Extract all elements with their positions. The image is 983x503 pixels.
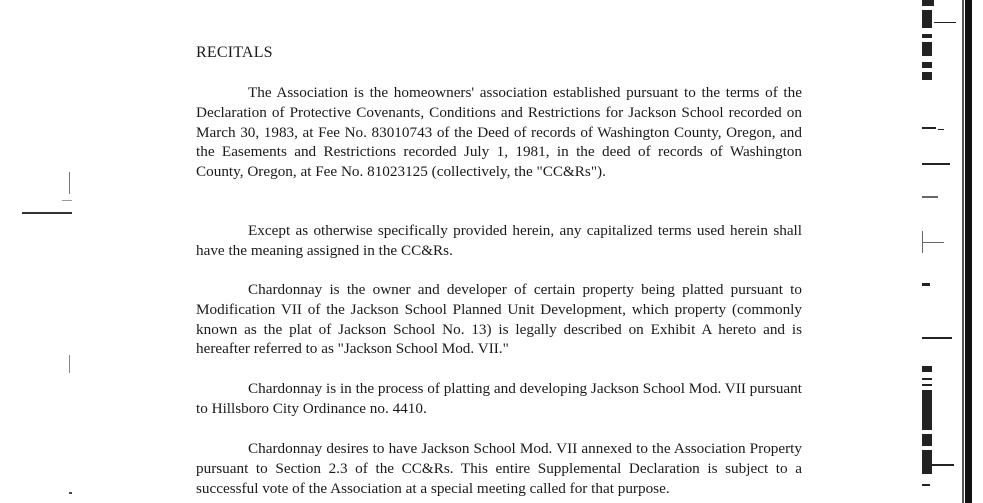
- scan-mark-right-8: [922, 127, 936, 129]
- scan-edge-bar: [965, 0, 972, 503]
- scan-mark-right-3: [934, 22, 956, 23]
- scan-mark-right-2: [922, 10, 932, 28]
- scan-mark-left-1: [69, 172, 70, 194]
- scan-mark-right-9: [938, 129, 944, 130]
- recital-paragraph-4: Chardonnay is in the process of platting and developing Jackson School Mod. VII pursuant to Hillsboro City Ordinance no. 4410.: [196, 380, 802, 417]
- scan-mark-right-20: [922, 434, 932, 446]
- scan-mark-right-7: [922, 72, 932, 80]
- scan-mark-right-5: [922, 42, 932, 56]
- scan-mark-right-16: [922, 366, 932, 372]
- scan-mark-left-3: [62, 200, 72, 201]
- scan-mark-right-11: [922, 196, 938, 198]
- scan-mark-right-14: [922, 283, 930, 286]
- scan-mark-right-10: [922, 163, 950, 165]
- scan-mark-right-23: [922, 484, 930, 486]
- scan-mark-left-5: [69, 492, 72, 494]
- scan-mark-right-17: [922, 378, 932, 380]
- scan-mark-right-13: [922, 242, 944, 243]
- scan-mark-right-6: [922, 62, 932, 68]
- scan-mark-right-15: [922, 337, 952, 339]
- scan-mark-right-19: [922, 390, 932, 430]
- scan-mark-right-18: [922, 384, 932, 386]
- section-heading: RECITALS: [196, 44, 273, 61]
- scan-mark-left-2: [22, 212, 72, 214]
- scan-mark-right-4: [922, 34, 932, 38]
- scan-mark-left-4: [69, 355, 70, 373]
- scan-mark-right-21: [922, 450, 932, 474]
- scan-mark-right-22: [932, 464, 954, 466]
- recital-paragraph-2: Except as otherwise specifically provided herein, any capitalized terms used herein shall have the meaning assigned in the CC&Rs.: [196, 222, 802, 259]
- recital-paragraph-1: The Association is the homeowners' association established pursuant to the terms of the Declaration of Protective Covenants, Conditions and Restrictions for Jackson School recorded on March 30, 1983, at Fee No. 83010743 of the Deed of records of Washington County, Oregon, and the Easements and Restrictions recorded July 1, 1981, in the deed of records of Washington County, Oregon, at Fee No. 81023125 (collectively, the "CC&Rs").: [196, 84, 802, 181]
- recital-paragraph-3: Chardonnay is the owner and developer of certain property being platted pursuant to Modification VII of the Jackson School Planned Unit Development, which property (commonly known as the plat of Jackson School No. 13) is legally described on Exhibit A hereto and is hereafter referred to as "Jackson School Mod. VII.": [196, 281, 802, 358]
- scan-mark-right-1: [922, 0, 934, 6]
- scan-edge-line: [962, 0, 964, 503]
- recital-paragraph-5: Chardonnay desires to have Jackson School Mod. VII annexed to the Association Property pursuant to Section 2.3 of the CC&Rs. This entire Supplemental Declaration is subject to a successful vote of the Association at a special meeting called for that purpose.: [196, 440, 802, 497]
